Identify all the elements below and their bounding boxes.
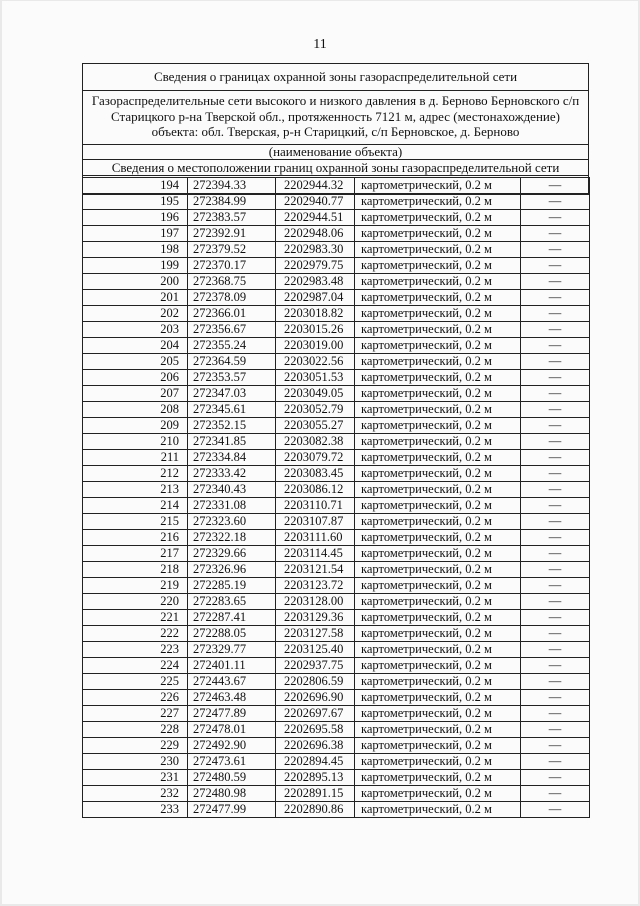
object-caption: (наименование объекта) <box>83 145 588 160</box>
method-cell: картометрический, 0.2 м <box>355 738 521 754</box>
y-coordinate-cell: 2203086.12 <box>276 482 355 498</box>
table-row <box>83 418 590 434</box>
method-cell: картометрический, 0.2 м <box>355 594 521 610</box>
table-row <box>83 674 590 690</box>
note-cell: — <box>521 338 590 354</box>
method-cell: картометрический, 0.2 м <box>355 258 521 274</box>
table-row <box>83 738 590 754</box>
y-coordinate-cell: 2203082.38 <box>276 434 355 450</box>
point-number-cell: 230 <box>83 754 188 770</box>
y-coordinate-cell: 2202944.51 <box>276 210 355 226</box>
method-cell: картометрический, 0.2 м <box>355 770 521 786</box>
method-cell: картометрический, 0.2 м <box>355 194 521 210</box>
table-row <box>83 642 590 658</box>
note-cell: — <box>521 770 590 786</box>
y-coordinate-cell: 2202697.67 <box>276 706 355 722</box>
method-cell: картометрический, 0.2 м <box>355 530 521 546</box>
note-cell: — <box>521 226 590 242</box>
x-coordinate-cell: 272288.05 <box>188 626 276 642</box>
x-coordinate-cell: 272340.43 <box>188 482 276 498</box>
point-number-cell: 212 <box>83 466 188 482</box>
method-cell: картометрический, 0.2 м <box>355 578 521 594</box>
note-cell: — <box>521 402 590 418</box>
point-number-cell: 211 <box>83 450 188 466</box>
method-cell: картометрический, 0.2 м <box>355 226 521 242</box>
table-row <box>83 546 590 562</box>
note-cell: — <box>521 434 590 450</box>
point-number-cell: 205 <box>83 354 188 370</box>
method-cell: картометрический, 0.2 м <box>355 546 521 562</box>
note-cell: — <box>521 354 590 370</box>
point-number-cell: 199 <box>83 258 188 274</box>
table-row <box>83 386 590 402</box>
x-coordinate-cell: 272401.11 <box>188 658 276 674</box>
point-number-cell: 218 <box>83 562 188 578</box>
y-coordinate-cell: 2202696.38 <box>276 738 355 754</box>
method-cell: картометрический, 0.2 м <box>355 482 521 498</box>
table-row <box>83 370 590 386</box>
method-cell: картометрический, 0.2 м <box>355 562 521 578</box>
point-number-cell: 198 <box>83 242 188 258</box>
table-row <box>83 722 590 738</box>
y-coordinate-cell: 2203128.00 <box>276 594 355 610</box>
point-number-cell: 208 <box>83 402 188 418</box>
table-row <box>83 802 590 818</box>
note-cell: — <box>521 178 590 194</box>
table-row <box>83 690 590 706</box>
table-row <box>83 770 590 786</box>
note-cell: — <box>521 370 590 386</box>
point-number-cell: 232 <box>83 786 188 802</box>
x-coordinate-cell: 272463.48 <box>188 690 276 706</box>
method-cell: картометрический, 0.2 м <box>355 338 521 354</box>
point-number-cell: 200 <box>83 274 188 290</box>
document-page <box>2 1 638 904</box>
point-number-cell: 220 <box>83 594 188 610</box>
y-coordinate-cell: 2202890.86 <box>276 802 355 818</box>
table-row <box>83 210 590 226</box>
section-subheading: Сведения о местоположении границ охранной зоны газораспределительной сети <box>83 160 588 176</box>
y-coordinate-cell: 2203018.82 <box>276 306 355 322</box>
x-coordinate-cell: 272333.42 <box>188 466 276 482</box>
y-coordinate-cell: 2202937.75 <box>276 658 355 674</box>
header-block <box>82 63 589 195</box>
x-coordinate-cell: 272347.03 <box>188 386 276 402</box>
method-cell: картометрический, 0.2 м <box>355 178 521 194</box>
y-coordinate-cell: 2202983.30 <box>276 242 355 258</box>
note-cell: — <box>521 562 590 578</box>
note-cell: — <box>521 194 590 210</box>
point-number-cell: 219 <box>83 578 188 594</box>
note-cell: — <box>521 626 590 642</box>
point-number-cell: 226 <box>83 690 188 706</box>
note-cell: — <box>521 498 590 514</box>
y-coordinate-cell: 2202891.15 <box>276 786 355 802</box>
note-cell: — <box>521 290 590 306</box>
x-coordinate-cell: 272322.18 <box>188 530 276 546</box>
point-number-cell: 209 <box>83 418 188 434</box>
method-cell: картометрический, 0.2 м <box>355 450 521 466</box>
x-coordinate-cell: 272355.24 <box>188 338 276 354</box>
note-cell: — <box>521 594 590 610</box>
method-cell: картометрический, 0.2 м <box>355 514 521 530</box>
y-coordinate-cell: 2202987.04 <box>276 290 355 306</box>
table-row <box>83 338 590 354</box>
y-coordinate-cell: 2203127.58 <box>276 626 355 642</box>
table-row <box>83 530 590 546</box>
note-cell: — <box>521 546 590 562</box>
point-number-cell: 197 <box>83 226 188 242</box>
table-row <box>83 562 590 578</box>
method-cell: картометрический, 0.2 м <box>355 242 521 258</box>
method-cell: картометрический, 0.2 м <box>355 802 521 818</box>
y-coordinate-cell: 2203111.60 <box>276 530 355 546</box>
x-coordinate-cell: 272356.67 <box>188 322 276 338</box>
point-number-cell: 196 <box>83 210 188 226</box>
note-cell: — <box>521 802 590 818</box>
point-number-cell: 202 <box>83 306 188 322</box>
note-cell: — <box>521 242 590 258</box>
x-coordinate-cell: 272383.57 <box>188 210 276 226</box>
table-row <box>83 466 590 482</box>
y-coordinate-cell: 2202894.45 <box>276 754 355 770</box>
note-cell: — <box>521 722 590 738</box>
x-coordinate-cell: 272283.65 <box>188 594 276 610</box>
y-coordinate-cell: 2202979.75 <box>276 258 355 274</box>
table-row <box>83 258 590 274</box>
y-coordinate-cell: 2202806.59 <box>276 674 355 690</box>
table-row <box>83 306 590 322</box>
y-coordinate-cell: 2202948.06 <box>276 226 355 242</box>
y-coordinate-cell: 2203051.53 <box>276 370 355 386</box>
point-number-cell: 221 <box>83 610 188 626</box>
note-cell: — <box>521 706 590 722</box>
point-number-cell: 195 <box>83 194 188 210</box>
table-row <box>83 242 590 258</box>
table-row <box>83 498 590 514</box>
method-cell: картометрический, 0.2 м <box>355 386 521 402</box>
point-number-cell: 228 <box>83 722 188 738</box>
method-cell: картометрический, 0.2 м <box>355 434 521 450</box>
table-row <box>83 290 590 306</box>
table-row <box>83 658 590 674</box>
x-coordinate-cell: 272364.59 <box>188 354 276 370</box>
x-coordinate-cell: 272480.59 <box>188 770 276 786</box>
table-row <box>83 354 590 370</box>
y-coordinate-cell: 2202696.90 <box>276 690 355 706</box>
method-cell: картометрический, 0.2 м <box>355 402 521 418</box>
point-number-cell: 229 <box>83 738 188 754</box>
table-row <box>83 706 590 722</box>
method-cell: картометрический, 0.2 м <box>355 274 521 290</box>
note-cell: — <box>521 210 590 226</box>
note-cell: — <box>521 450 590 466</box>
table-row <box>83 402 590 418</box>
x-coordinate-cell: 272492.90 <box>188 738 276 754</box>
y-coordinate-cell: 2203019.00 <box>276 338 355 354</box>
note-cell: — <box>521 690 590 706</box>
point-number-cell: 210 <box>83 434 188 450</box>
x-coordinate-cell: 272370.17 <box>188 258 276 274</box>
note-cell: — <box>521 530 590 546</box>
x-coordinate-cell: 272323.60 <box>188 514 276 530</box>
method-cell: картометрический, 0.2 м <box>355 626 521 642</box>
x-coordinate-cell: 272473.61 <box>188 754 276 770</box>
y-coordinate-cell: 2203079.72 <box>276 450 355 466</box>
note-cell: — <box>521 738 590 754</box>
table-row <box>83 626 590 642</box>
note-cell: — <box>521 642 590 658</box>
x-coordinate-cell: 272480.98 <box>188 786 276 802</box>
method-cell: картометрический, 0.2 м <box>355 322 521 338</box>
x-coordinate-cell: 272329.77 <box>188 642 276 658</box>
y-coordinate-cell: 2203049.05 <box>276 386 355 402</box>
method-cell: картометрический, 0.2 м <box>355 466 521 482</box>
table-row <box>83 482 590 498</box>
note-cell: — <box>521 418 590 434</box>
x-coordinate-cell: 272477.99 <box>188 802 276 818</box>
point-number-cell: 206 <box>83 370 188 386</box>
coordinates-table-body <box>83 178 590 818</box>
note-cell: — <box>521 322 590 338</box>
method-cell: картометрический, 0.2 м <box>355 418 521 434</box>
x-coordinate-cell: 272341.85 <box>188 434 276 450</box>
x-coordinate-cell: 272368.75 <box>188 274 276 290</box>
table-row <box>83 434 590 450</box>
point-number-cell: 217 <box>83 546 188 562</box>
note-cell: — <box>521 786 590 802</box>
note-cell: — <box>521 258 590 274</box>
x-coordinate-cell: 272352.15 <box>188 418 276 434</box>
x-coordinate-cell: 272378.09 <box>188 290 276 306</box>
point-number-cell: 203 <box>83 322 188 338</box>
point-number-cell: 194 <box>83 178 188 194</box>
table-row <box>83 226 590 242</box>
y-coordinate-cell: 2203083.45 <box>276 466 355 482</box>
y-coordinate-cell: 2202983.48 <box>276 274 355 290</box>
y-coordinate-cell: 2203052.79 <box>276 402 355 418</box>
point-number-cell: 224 <box>83 658 188 674</box>
table-row <box>83 274 590 290</box>
point-number-cell: 213 <box>83 482 188 498</box>
point-number-cell: 222 <box>83 626 188 642</box>
method-cell: картометрический, 0.2 м <box>355 722 521 738</box>
note-cell: — <box>521 466 590 482</box>
x-coordinate-cell: 272443.67 <box>188 674 276 690</box>
y-coordinate-cell: 2203055.27 <box>276 418 355 434</box>
object-description: Газораспределительные сети высокого и низкого давления в д. Берново Берновского с/п Старицкого р-на Тверской обл., протяженность 7121 м, адрес (местонахождение) объекта: обл. Тверская, р-н Старицкий, с/п Берновское, д. Берново <box>83 91 588 145</box>
table-row <box>83 178 590 194</box>
note-cell: — <box>521 514 590 530</box>
x-coordinate-cell: 272394.33 <box>188 178 276 194</box>
y-coordinate-cell: 2202695.58 <box>276 722 355 738</box>
point-number-cell: 225 <box>83 674 188 690</box>
table-row <box>83 786 590 802</box>
note-cell: — <box>521 674 590 690</box>
x-coordinate-cell: 272384.99 <box>188 194 276 210</box>
y-coordinate-cell: 2202895.13 <box>276 770 355 786</box>
x-coordinate-cell: 272329.66 <box>188 546 276 562</box>
method-cell: картометрический, 0.2 м <box>355 354 521 370</box>
note-cell: — <box>521 306 590 322</box>
point-number-cell: 231 <box>83 770 188 786</box>
document-title: Сведения о границах охранной зоны газораспределительной сети <box>83 64 588 91</box>
y-coordinate-cell: 2202944.32 <box>276 178 355 194</box>
x-coordinate-cell: 272379.52 <box>188 242 276 258</box>
point-number-cell: 201 <box>83 290 188 306</box>
point-number-cell: 215 <box>83 514 188 530</box>
y-coordinate-cell: 2203110.71 <box>276 498 355 514</box>
x-coordinate-cell: 272392.91 <box>188 226 276 242</box>
note-cell: — <box>521 658 590 674</box>
y-coordinate-cell: 2203022.56 <box>276 354 355 370</box>
method-cell: картометрический, 0.2 м <box>355 210 521 226</box>
page-number: 11 <box>313 37 327 52</box>
point-number-cell: 227 <box>83 706 188 722</box>
note-cell: — <box>521 274 590 290</box>
table-row <box>83 594 590 610</box>
method-cell: картометрический, 0.2 м <box>355 786 521 802</box>
table-row <box>83 450 590 466</box>
table-row <box>83 610 590 626</box>
x-coordinate-cell: 272477.89 <box>188 706 276 722</box>
y-coordinate-cell: 2203015.26 <box>276 322 355 338</box>
note-cell: — <box>521 482 590 498</box>
table-row <box>83 514 590 530</box>
method-cell: картометрический, 0.2 м <box>355 674 521 690</box>
table-row <box>83 578 590 594</box>
x-coordinate-cell: 272287.41 <box>188 610 276 626</box>
method-cell: картометрический, 0.2 м <box>355 658 521 674</box>
method-cell: картометрический, 0.2 м <box>355 290 521 306</box>
x-coordinate-cell: 272366.01 <box>188 306 276 322</box>
x-coordinate-cell: 272345.61 <box>188 402 276 418</box>
y-coordinate-cell: 2203125.40 <box>276 642 355 658</box>
y-coordinate-cell: 2203129.36 <box>276 610 355 626</box>
method-cell: картометрический, 0.2 м <box>355 610 521 626</box>
y-coordinate-cell: 2203123.72 <box>276 578 355 594</box>
point-number-cell: 207 <box>83 386 188 402</box>
table-row <box>83 194 590 210</box>
x-coordinate-cell: 272334.84 <box>188 450 276 466</box>
coordinates-table <box>82 177 590 818</box>
x-coordinate-cell: 272331.08 <box>188 498 276 514</box>
table-row <box>83 322 590 338</box>
method-cell: картометрический, 0.2 м <box>355 370 521 386</box>
method-cell: картометрический, 0.2 м <box>355 498 521 514</box>
note-cell: — <box>521 754 590 770</box>
point-number-cell: 233 <box>83 802 188 818</box>
x-coordinate-cell: 272285.19 <box>188 578 276 594</box>
method-cell: картометрический, 0.2 м <box>355 642 521 658</box>
note-cell: — <box>521 578 590 594</box>
x-coordinate-cell: 272326.96 <box>188 562 276 578</box>
method-cell: картометрический, 0.2 м <box>355 690 521 706</box>
point-number-cell: 204 <box>83 338 188 354</box>
point-number-cell: 214 <box>83 498 188 514</box>
note-cell: — <box>521 386 590 402</box>
y-coordinate-cell: 2203107.87 <box>276 514 355 530</box>
note-cell: — <box>521 610 590 626</box>
y-coordinate-cell: 2202940.77 <box>276 194 355 210</box>
y-coordinate-cell: 2203114.45 <box>276 546 355 562</box>
method-cell: картометрический, 0.2 м <box>355 706 521 722</box>
x-coordinate-cell: 272478.01 <box>188 722 276 738</box>
y-coordinate-cell: 2203121.54 <box>276 562 355 578</box>
x-coordinate-cell: 272353.57 <box>188 370 276 386</box>
point-number-cell: 216 <box>83 530 188 546</box>
point-number-cell: 223 <box>83 642 188 658</box>
method-cell: картометрический, 0.2 м <box>355 306 521 322</box>
table-row <box>83 754 590 770</box>
method-cell: картометрический, 0.2 м <box>355 754 521 770</box>
